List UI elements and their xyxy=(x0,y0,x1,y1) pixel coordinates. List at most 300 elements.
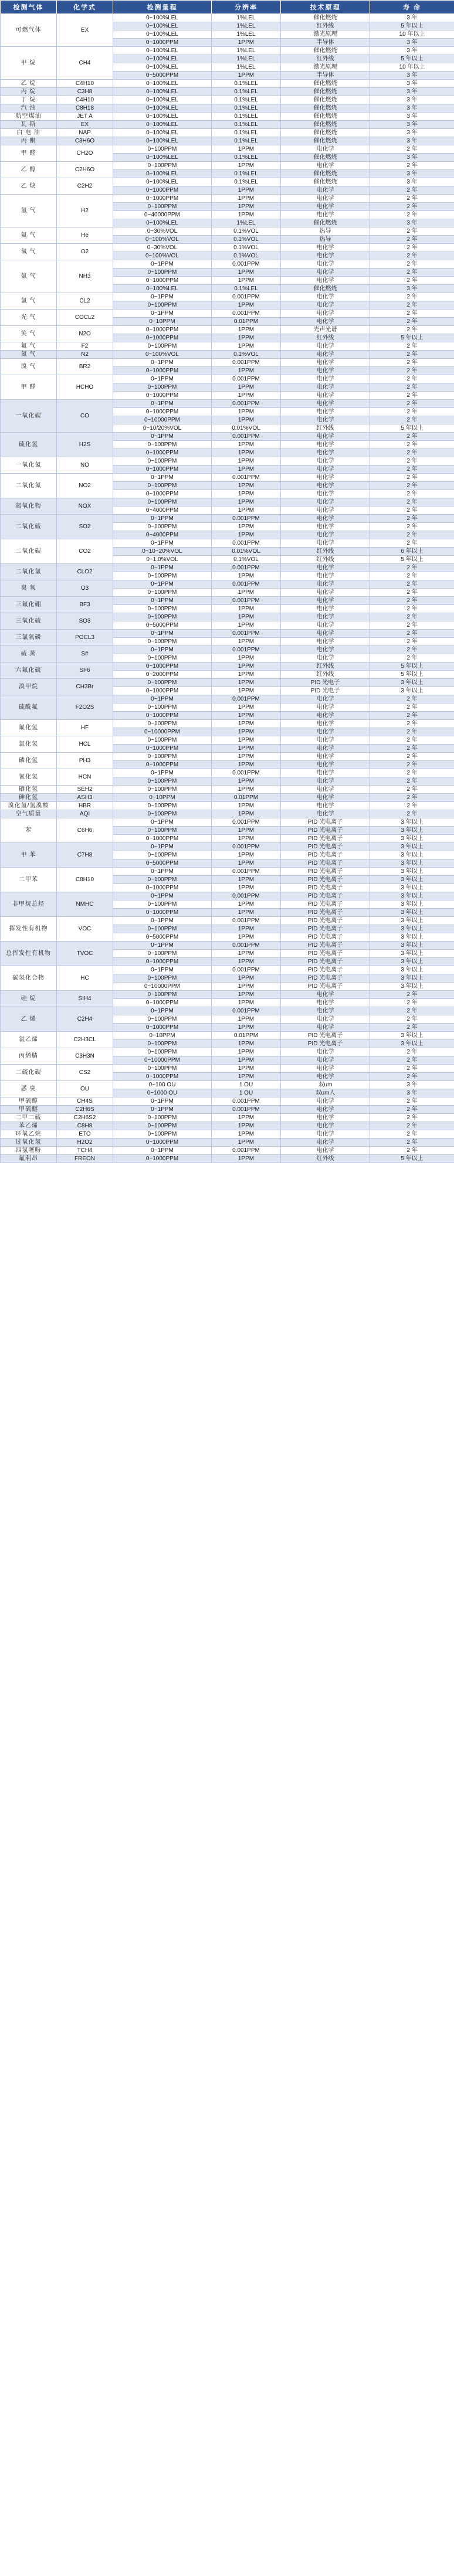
cell-range: 0~100%LEL xyxy=(113,137,212,145)
cell-lifetime: 2 年 xyxy=(370,1106,454,1114)
cell-resolution: 1PPM xyxy=(212,507,281,515)
table-row xyxy=(1,1147,454,1155)
cell-range: 0~1000PPM xyxy=(113,408,212,416)
cell-principle: 电化学 xyxy=(281,449,370,457)
cell-principle: 电化学 xyxy=(281,277,370,285)
cell-range: 0~1000PPM xyxy=(113,687,212,695)
cell-range: 0~1PPM xyxy=(113,917,212,925)
cell-resolution: 0.001PPM xyxy=(212,515,281,523)
cell-principle: 电化学 xyxy=(281,244,370,252)
cell-gas-name: 可燃气体 xyxy=(1,14,57,47)
cell-range: 0~1000PPM xyxy=(113,999,212,1007)
cell-resolution: 0.1%LEL xyxy=(212,104,281,113)
cell-chemical-formula: ASH3 xyxy=(57,794,113,802)
cell-lifetime: 3 年 xyxy=(370,285,454,293)
cell-resolution: 1PPM xyxy=(212,1139,281,1147)
cell-range: 0~100%LEL xyxy=(113,170,212,178)
cell-principle: PID 光电离子 xyxy=(281,835,370,843)
cell-gas-name: 二氧化硫 xyxy=(1,515,57,539)
cell-lifetime: 2 年 xyxy=(370,310,454,318)
cell-range: 0~100 OU xyxy=(113,1081,212,1089)
cell-range: 0~1PPM xyxy=(113,597,212,605)
cell-principle: 催化燃烧 xyxy=(281,104,370,113)
cell-principle: 电化学 xyxy=(281,638,370,646)
cell-lifetime: 5 年以上 xyxy=(370,1155,454,1163)
cell-resolution: 1PPM xyxy=(212,1073,281,1081)
cell-principle: 电化学 xyxy=(281,269,370,277)
cell-lifetime: 2 年 xyxy=(370,1139,454,1147)
cell-range: 0~40000PPM xyxy=(113,211,212,219)
cell-range: 0~10PPM xyxy=(113,1032,212,1040)
cell-resolution: 1PPM xyxy=(212,39,281,47)
cell-range: 0~100PPM xyxy=(113,1130,212,1139)
column-header-principle: 技术原理 xyxy=(281,1,370,14)
cell-resolution: 1PPM xyxy=(212,900,281,909)
cell-lifetime: 3 年 xyxy=(370,154,454,162)
cell-resolution: 0.1%LEL xyxy=(212,121,281,129)
cell-resolution: 0.001PPM xyxy=(212,868,281,876)
table-row xyxy=(1,966,454,974)
cell-resolution: 1PPM xyxy=(212,958,281,966)
cell-lifetime: 3 年以上 xyxy=(370,909,454,917)
cell-principle: 电化学 xyxy=(281,1147,370,1155)
cell-resolution: 0.1%LEL xyxy=(212,113,281,121)
cell-range: 0~1000PPM xyxy=(113,392,212,400)
cell-lifetime: 2 年 xyxy=(370,277,454,285)
cell-lifetime: 3 年 xyxy=(370,72,454,80)
cell-lifetime: 2 年 xyxy=(370,728,454,736)
cell-chemical-formula: He xyxy=(57,227,113,244)
cell-gas-name: 氰化氢 xyxy=(1,769,57,786)
cell-range: 0~1PPM xyxy=(113,1007,212,1015)
cell-principle: 催化燃烧 xyxy=(281,137,370,145)
cell-principle: PID 光电离子 xyxy=(281,1032,370,1040)
cell-resolution: 1 OU xyxy=(212,1081,281,1089)
cell-lifetime: 3 年以上 xyxy=(370,950,454,958)
cell-gas-name: 氟化氢 xyxy=(1,720,57,736)
cell-resolution: 1PPM xyxy=(212,203,281,211)
table-row xyxy=(1,597,454,605)
cell-resolution: 1PPM xyxy=(212,613,281,621)
cell-resolution: 0.1%LEL xyxy=(212,170,281,178)
cell-resolution: 1PPM xyxy=(212,465,281,474)
cell-lifetime: 2 年 xyxy=(370,416,454,424)
table-row xyxy=(1,375,454,383)
table-row xyxy=(1,145,454,154)
table-row xyxy=(1,843,454,851)
cell-range: 0~1PPM xyxy=(113,1147,212,1155)
cell-principle: 电化学 xyxy=(281,761,370,769)
cell-range: 0~100PPM xyxy=(113,523,212,531)
cell-chemical-formula: C4H10 xyxy=(57,80,113,88)
cell-range: 0~1000PPM xyxy=(113,712,212,720)
cell-range: 0~100PPM xyxy=(113,572,212,580)
cell-resolution: 0.001PPM xyxy=(212,1147,281,1155)
cell-gas-name: 磷化氢 xyxy=(1,753,57,769)
cell-gas-name: 氮氧化物 xyxy=(1,498,57,515)
cell-range: 0~1000PPM xyxy=(113,761,212,769)
cell-resolution: 1PPM xyxy=(212,1122,281,1130)
cell-chemical-formula: TCH4 xyxy=(57,1147,113,1155)
cell-lifetime: 10 年以上 xyxy=(370,63,454,72)
cell-principle: 电化学 xyxy=(281,613,370,621)
table-row xyxy=(1,1081,454,1089)
cell-resolution: 1PPM xyxy=(212,802,281,810)
cell-principle: 红外线 xyxy=(281,22,370,30)
cell-principle: 半导体 xyxy=(281,39,370,47)
cell-resolution: 1PPM xyxy=(212,909,281,917)
cell-principle: 电化学 xyxy=(281,474,370,482)
cell-resolution: 0.001PPM xyxy=(212,892,281,900)
cell-lifetime: 2 年 xyxy=(370,433,454,441)
cell-principle: 电化学 xyxy=(281,531,370,539)
cell-range: 0~100PPM xyxy=(113,786,212,794)
cell-lifetime: 5 年以上 xyxy=(370,424,454,433)
table-row xyxy=(1,129,454,137)
cell-chemical-formula: N2 xyxy=(57,351,113,359)
cell-range: 0~100%LEL xyxy=(113,63,212,72)
cell-range: 0~100PPM xyxy=(113,679,212,687)
table-row xyxy=(1,113,454,121)
cell-resolution: 1PPM xyxy=(212,621,281,630)
cell-lifetime: 2 年 xyxy=(370,1056,454,1065)
table-row xyxy=(1,80,454,88)
cell-resolution: 1PPM xyxy=(212,211,281,219)
cell-principle: 电化学 xyxy=(281,301,370,310)
cell-range: 0~1PPM xyxy=(113,433,212,441)
cell-chemical-formula: HCHO xyxy=(57,375,113,400)
cell-chemical-formula: CO xyxy=(57,400,113,433)
cell-gas-name: 挥发性有机物 xyxy=(1,917,57,942)
cell-lifetime: 2 年 xyxy=(370,293,454,301)
cell-principle: 电化学 xyxy=(281,145,370,154)
cell-principle: 电化学 xyxy=(281,646,370,654)
cell-lifetime: 2 年 xyxy=(370,720,454,728)
cell-principle: 电化学 xyxy=(281,1015,370,1024)
cell-range: 0~100PPM xyxy=(113,720,212,728)
column-header-range: 检测量程 xyxy=(113,1,212,14)
cell-resolution: 1PPM xyxy=(212,777,281,786)
cell-lifetime: 2 年 xyxy=(370,326,454,334)
cell-resolution: 1PPM xyxy=(212,991,281,999)
cell-lifetime: 2 年 xyxy=(370,507,454,515)
cell-resolution: 0.001PPM xyxy=(212,695,281,704)
cell-resolution: 0.001PPM xyxy=(212,310,281,318)
cell-range: 0~1PPM xyxy=(113,1106,212,1114)
cell-range: 0~100PPM xyxy=(113,301,212,310)
cell-chemical-formula: C3H6O xyxy=(57,137,113,145)
cell-lifetime: 2 年 xyxy=(370,810,454,818)
cell-lifetime: 2 年 xyxy=(370,786,454,794)
cell-principle: PID 光电离子 xyxy=(281,1040,370,1048)
cell-resolution: 0.001PPM xyxy=(212,630,281,638)
cell-gas-name: 三氟化硼 xyxy=(1,597,57,613)
cell-resolution: 0.1%LEL xyxy=(212,178,281,186)
cell-gas-name: 总挥发性有机物 xyxy=(1,942,57,966)
cell-principle: 电化学 xyxy=(281,745,370,753)
cell-range: 0~100%LEL xyxy=(113,178,212,186)
column-header-resolution: 分辨率 xyxy=(212,1,281,14)
cell-chemical-formula: NO xyxy=(57,457,113,474)
cell-lifetime: 2 年 xyxy=(370,351,454,359)
table-header xyxy=(1,1,454,14)
cell-principle: PID 光电离子 xyxy=(281,966,370,974)
cell-lifetime: 2 年 xyxy=(370,630,454,638)
cell-range: 0~4000PPM xyxy=(113,531,212,539)
cell-lifetime: 5 年以上 xyxy=(370,671,454,679)
cell-range: 0~2000PPM xyxy=(113,671,212,679)
cell-gas-name: 硫化氢 xyxy=(1,433,57,457)
cell-resolution: 1PPM xyxy=(212,851,281,859)
cell-resolution: 1PPM xyxy=(212,736,281,745)
cell-resolution: 0.001PPM xyxy=(212,433,281,441)
table-row xyxy=(1,433,454,441)
table-row xyxy=(1,96,454,104)
cell-resolution: 1PPM xyxy=(212,523,281,531)
cell-principle: 电化学 xyxy=(281,186,370,195)
cell-resolution: 1 OU xyxy=(212,1089,281,1097)
cell-chemical-formula: NO2 xyxy=(57,474,113,498)
cell-resolution: 1%LEL xyxy=(212,30,281,39)
cell-lifetime: 2 年 xyxy=(370,482,454,490)
cell-resolution: 0.1%VOL xyxy=(212,244,281,252)
cell-range: 0~1PPM xyxy=(113,818,212,827)
cell-lifetime: 2 年 xyxy=(370,638,454,646)
cell-principle: 电化学 xyxy=(281,630,370,638)
cell-lifetime: 2 年 xyxy=(370,991,454,999)
cell-principle: PID 光电离子 xyxy=(281,868,370,876)
cell-resolution: 1PPM xyxy=(212,859,281,868)
cell-gas-name: 非甲烷总烃 xyxy=(1,892,57,917)
cell-chemical-formula: F2O2S xyxy=(57,695,113,720)
cell-lifetime: 2 年 xyxy=(370,474,454,482)
cell-lifetime: 2 年 xyxy=(370,564,454,572)
cell-principle: 电化学 xyxy=(281,810,370,818)
cell-principle: 激光原理 xyxy=(281,30,370,39)
cell-lifetime: 2 年 xyxy=(370,367,454,375)
cell-principle: 电化学 xyxy=(281,1007,370,1015)
cell-lifetime: 3 年以上 xyxy=(370,843,454,851)
cell-lifetime: 2 年 xyxy=(370,753,454,761)
cell-lifetime: 2 年 xyxy=(370,375,454,383)
cell-principle: 电化学 xyxy=(281,654,370,662)
cell-lifetime: 6 年以上 xyxy=(370,548,454,556)
cell-range: 0~100%LEL xyxy=(113,154,212,162)
cell-range: 0~10~20%VOL xyxy=(113,548,212,556)
cell-resolution: 1%LEL xyxy=(212,219,281,227)
cell-lifetime: 2 年 xyxy=(370,589,454,597)
cell-resolution: 1PPM xyxy=(212,925,281,933)
cell-resolution: 0.1%VOL xyxy=(212,252,281,260)
cell-resolution: 1PPM xyxy=(212,482,281,490)
cell-principle: 电化学 xyxy=(281,802,370,810)
cell-gas-name: 氮 气 xyxy=(1,351,57,359)
cell-principle: 电化学 xyxy=(281,162,370,170)
cell-range: 0~1000PPM xyxy=(113,1139,212,1147)
cell-principle: 电化学 xyxy=(281,260,370,269)
cell-resolution: 1PPM xyxy=(212,827,281,835)
table-row xyxy=(1,351,454,359)
cell-lifetime: 2 年 xyxy=(370,162,454,170)
cell-range: 0~1000PPM xyxy=(113,909,212,917)
cell-principle: 红外线 xyxy=(281,671,370,679)
cell-lifetime: 2 年 xyxy=(370,654,454,662)
cell-range: 0~100%LEL xyxy=(113,30,212,39)
cell-resolution: 1PPM xyxy=(212,1056,281,1065)
cell-principle: 电化学 xyxy=(281,490,370,498)
cell-resolution: 1PPM xyxy=(212,605,281,613)
cell-gas-name: 二氧化氯 xyxy=(1,564,57,580)
cell-lifetime: 2 年 xyxy=(370,1065,454,1073)
cell-gas-name: 氯 气 xyxy=(1,293,57,310)
cell-principle: PID 光电离子 xyxy=(281,884,370,892)
cell-resolution: 0.1%VOL xyxy=(212,556,281,564)
cell-principle: PID 光电离子 xyxy=(281,942,370,950)
cell-principle: 电化学 xyxy=(281,728,370,736)
table-row xyxy=(1,1007,454,1015)
cell-principle: 热导 xyxy=(281,236,370,244)
cell-lifetime: 2 年 xyxy=(370,260,454,269)
cell-range: 0~100%LEL xyxy=(113,14,212,22)
cell-range: 0~1PPM xyxy=(113,892,212,900)
cell-chemical-formula: CO2 xyxy=(57,539,113,564)
cell-resolution: 0.001PPM xyxy=(212,580,281,589)
cell-principle: 红外线 xyxy=(281,55,370,63)
cell-range: 0~100PPM xyxy=(113,925,212,933)
table-row xyxy=(1,917,454,925)
column-header-lifetime: 寿 命 xyxy=(370,1,454,14)
cell-chemical-formula: HBR xyxy=(57,802,113,810)
cell-gas-name: 丙烯腈 xyxy=(1,1048,57,1065)
cell-principle: 电化学 xyxy=(281,720,370,728)
cell-lifetime: 2 年 xyxy=(370,539,454,548)
cell-range: 0~1PPM xyxy=(113,1097,212,1106)
table-row xyxy=(1,1130,454,1139)
table-row xyxy=(1,868,454,876)
cell-range: 0~5000PPM xyxy=(113,72,212,80)
cell-principle: 电化学 xyxy=(281,999,370,1007)
cell-range: 0~100%LEL xyxy=(113,285,212,293)
cell-chemical-formula: COCL2 xyxy=(57,310,113,326)
cell-gas-name: 白 电 油 xyxy=(1,129,57,137)
cell-resolution: 0.001PPM xyxy=(212,564,281,572)
cell-resolution: 1PPM xyxy=(212,671,281,679)
cell-range: 0~1PPM xyxy=(113,580,212,589)
cell-lifetime: 2 年 xyxy=(370,145,454,154)
table-row xyxy=(1,121,454,129)
cell-principle: 电化学 xyxy=(281,383,370,392)
cell-principle: 红外线 xyxy=(281,662,370,671)
table-row xyxy=(1,515,454,523)
table-row xyxy=(1,137,454,145)
cell-range: 0~10000PPM xyxy=(113,728,212,736)
cell-principle: 电化学 xyxy=(281,572,370,580)
cell-range: 0~100%VOL xyxy=(113,236,212,244)
table-row xyxy=(1,794,454,802)
table-row xyxy=(1,942,454,950)
cell-chemical-formula: POCL3 xyxy=(57,630,113,646)
cell-principle: 催化燃烧 xyxy=(281,170,370,178)
cell-principle: 电化学 xyxy=(281,1073,370,1081)
cell-lifetime: 3 年 xyxy=(370,104,454,113)
table-row xyxy=(1,720,454,728)
cell-resolution: 1PPM xyxy=(212,1024,281,1032)
cell-lifetime: 2 年 xyxy=(370,318,454,326)
cell-lifetime: 2 年 xyxy=(370,359,454,367)
cell-range: 0~1000PPM xyxy=(113,662,212,671)
cell-range: 0~100PPM xyxy=(113,753,212,761)
cell-range: 0~100PPM xyxy=(113,145,212,154)
cell-gas-name: 乙 烯 xyxy=(1,1007,57,1032)
cell-lifetime: 3 年 xyxy=(370,113,454,121)
cell-principle: 电化学 xyxy=(281,580,370,589)
cell-lifetime: 2 年 xyxy=(370,457,454,465)
cell-range: 0~100PPM xyxy=(113,589,212,597)
cell-range: 0~100PPM xyxy=(113,950,212,958)
table-row xyxy=(1,818,454,827)
cell-lifetime: 5 年以上 xyxy=(370,55,454,63)
cell-gas-name: 环氧乙烷 xyxy=(1,1130,57,1139)
cell-gas-name: 臭 氧 xyxy=(1,580,57,597)
cell-lifetime: 2 年 xyxy=(370,465,454,474)
cell-gas-name: 氢 气 xyxy=(1,195,57,227)
cell-resolution: 1PPM xyxy=(212,572,281,580)
cell-lifetime: 2 年 xyxy=(370,704,454,712)
cell-range: 0~1PPM xyxy=(113,359,212,367)
cell-principle: 电化学 xyxy=(281,359,370,367)
cell-gas-name: 甲硫醇 xyxy=(1,1097,57,1106)
cell-resolution: 1PPM xyxy=(212,342,281,351)
cell-chemical-formula: C2H3CL xyxy=(57,1032,113,1048)
cell-resolution: 0.1%LEL xyxy=(212,154,281,162)
cell-lifetime: 3 年以上 xyxy=(370,925,454,933)
cell-lifetime: 3 年以上 xyxy=(370,851,454,859)
cell-lifetime: 5 年以上 xyxy=(370,22,454,30)
cell-resolution: 1PPM xyxy=(212,662,281,671)
cell-lifetime: 3 年以上 xyxy=(370,900,454,909)
cell-gas-name: 空气质量 xyxy=(1,810,57,818)
table-row xyxy=(1,539,454,548)
table-row xyxy=(1,1106,454,1114)
cell-chemical-formula: SIH4 xyxy=(57,991,113,1007)
cell-resolution: 1PPM xyxy=(212,950,281,958)
cell-principle: 双um人 xyxy=(281,1089,370,1097)
cell-chemical-formula: C2H2 xyxy=(57,178,113,195)
cell-lifetime: 3 年以上 xyxy=(370,835,454,843)
cell-range: 0~1000PPM xyxy=(113,195,212,203)
cell-lifetime: 2 年 xyxy=(370,244,454,252)
cell-resolution: 0.001PPM xyxy=(212,359,281,367)
cell-resolution: 1PPM xyxy=(212,457,281,465)
cell-range: 0~100%VOL xyxy=(113,252,212,260)
cell-resolution: 1PPM xyxy=(212,367,281,375)
cell-chemical-formula: AQI xyxy=(57,810,113,818)
table-row xyxy=(1,498,454,507)
cell-chemical-formula: HF xyxy=(57,720,113,736)
cell-resolution: 0.001PPM xyxy=(212,1097,281,1106)
cell-lifetime: 2 年 xyxy=(370,597,454,605)
cell-chemical-formula: C8H10 xyxy=(57,868,113,892)
cell-resolution: 0.1%VOL xyxy=(212,236,281,244)
cell-resolution: 1PPM xyxy=(212,1130,281,1139)
cell-gas-name: 氦 气 xyxy=(1,227,57,244)
cell-resolution: 0.01PPM xyxy=(212,1032,281,1040)
cell-range: 0~100PPM xyxy=(113,851,212,859)
cell-range: 0~100%LEL xyxy=(113,121,212,129)
table-row xyxy=(1,227,454,236)
cell-resolution: 1PPM xyxy=(212,1114,281,1122)
cell-range: 0~1PPM xyxy=(113,843,212,851)
